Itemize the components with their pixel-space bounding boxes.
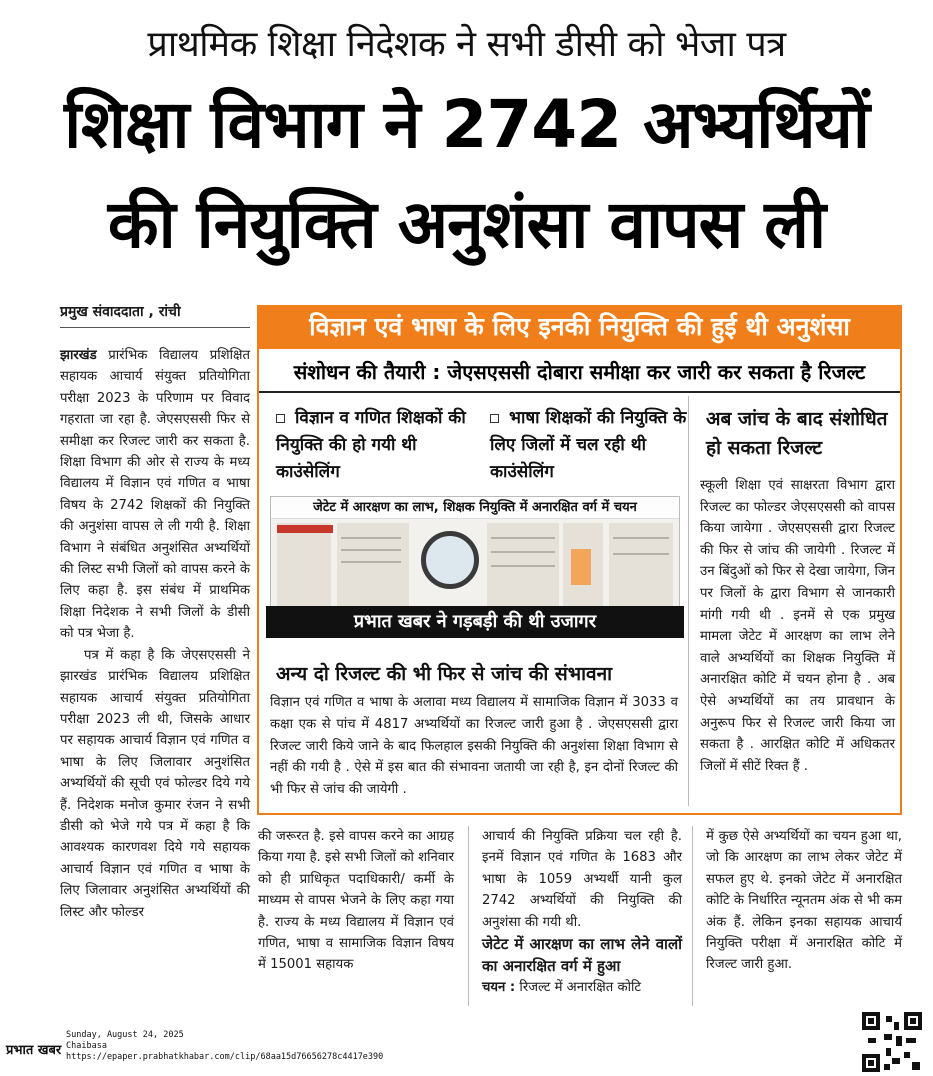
clip-headline: जेटेट में आरक्षण का लाभ, शिक्षक नियुक्ति में अनारक्षित वर्ग में चयन — [271, 497, 679, 519]
box-item-1 — [276, 405, 486, 486]
box-item-1-text: विज्ञान व गणित शिक्षकों की नियुक्ति की हो गयी थी काउंसेलिंग — [276, 408, 466, 482]
clip-red-label — [277, 525, 333, 533]
section-2-text: विज्ञान एवं गणित व भाषा के अलावा मध्य विद्यालय में सामाजिक विज्ञान में 3033 व कक्षा एक से पांच में 4817 अभ्यर्थियों का रिजल्ट जारी हुआ है . जेएसएससी द्वारा रिजल्ट जारी किये जाने के बाद फिलहाल इसकी नियुक्ति की अनुशंसा शिक्षा विभाग से नहीं की गयी है . ऐसे में इस बात की संभावना जतायी जा रही है, इन दोनों रिजल्ट की भी फिर से जांच की जायेगी . — [270, 695, 678, 798]
column-3-subhead-2: चयन : — [482, 980, 516, 996]
square-bullet-icon — [490, 414, 499, 423]
square-bullet-icon — [276, 414, 285, 423]
clip-photo — [571, 549, 591, 585]
clip-text-line — [341, 561, 401, 563]
clip-text-line — [491, 565, 555, 567]
left-para-1 — [60, 345, 250, 645]
right-section-text: स्कूली शिक्षा एवं साक्षरता विभाग द्वारा रिजल्ट का फोल्डर जेएसएससी को वापस किया जायेगा . जेएसएससी द्वारा रिजल्ट की फिर से जांच की जायेगी . रिजल्ट में उन बिंदुओं को फिर से देखा जायेगा, जिन पर जिलों के द्वारा विभाग से जानकारी मांगी गयी थी . इनमें से एक प्रमुख मामला जेटेट में आरक्षण का लाभ लेने वाले अभ्यर्थियों का शिक्षक नियुक्ति में अनारक्षित कोटि में चयन होना है . अब ऐसे अभ्यर्थियों का तय प्रावधान के अनुरूप फिर से रिजल्ट जारी किया जा सकता है . आरक्षित कोटि में अधिकतर जिलों में सीटें रिक्त हैं . — [700, 478, 895, 774]
magnifier-icon — [421, 531, 479, 589]
footer-date: Sunday, August 24, 2025 — [66, 1030, 184, 1040]
headline-line-1: शिक्षा विभाग ने 2742 अभ्यर्थियों — [64, 86, 869, 163]
box-item-2 — [490, 405, 700, 486]
left-para-1-text: प्रारंभिक विद्यालय प्रशिक्षित सहायक आचार्य संयुक्त प्रतियोगिता परीक्षा 2023 के परिणाम पर विवाद गहराता जा रहा है. जेएसएससी फिर से समीक्षा कर रिजल्ट जारी कर सकता है. शिक्षा विभाग की ओर से राज्य के मध्य विद्यालय में विज्ञान एवं गणित व भाषा विषय के 2742 शिक्षकों की नियुक्ति की अनुशंसा वापस ले ली गयी है. शिक्षा विभाग ने संबंधित अनुशंसित अभ्यर्थियों की लिस्ट सभी जिलों को वापस करने के लिए कहा है. इस संबंध में प्राथमिक शिक्षा निदेशक ने सभी जिलों के डीसी को पत्र भेजा है. — [60, 348, 250, 642]
box-divider — [688, 396, 689, 806]
footer-meta — [66, 1030, 383, 1063]
orange-title-bar: विज्ञान एवं भाषा के लिए इनकी नियुक्ति की हुई थी अनुशंसा — [257, 305, 902, 349]
clip-column — [609, 523, 673, 609]
clip-text-line — [613, 537, 669, 539]
prabhat-khabar-logo: प्रभात खबर — [6, 1043, 62, 1058]
column-divider — [468, 826, 469, 1006]
headline-line-2: की नियुक्ति अनुशंसा वापस ली — [107, 186, 826, 263]
clip-column — [337, 523, 409, 609]
right-section-title: अब जांच के बाद संशोधित हो सकता रिजल्ट — [706, 408, 888, 459]
clip-text-line — [341, 549, 401, 551]
kicker: प्राथमिक शिक्षा निदेशक ने सभी डीसी को भेजा पत्र — [147, 24, 786, 65]
clip-column — [277, 523, 331, 609]
column-3-subhead: जेटेट में आरक्षण का लाभ लेने वालों का अनारक्षित वर्ग में हुआ — [482, 935, 682, 976]
clip-text-line — [341, 537, 401, 539]
byline: प्रमुख संवाददाता , रांची — [60, 304, 181, 320]
sub-title-bar: संशोधन की तैयारी : जेएसएससी दोबारा समीक्षा कर जारी कर सकता है रिजल्ट — [259, 351, 900, 393]
left-para-2: पत्र में कहा है कि जेएसएससी ने झारखंड प्रारंभिक विद्यालय प्रशिक्षित सहायक आचार्य संयुक्त प्रतियोगिता परीक्षा 2023 ली थी, जिसके आधार पर सहायक आचार्य विज्ञान एवं गणित व भाषा के लिए जिलावार अनुशंसित अभ्यर्थियों की सूची एवं फोल्डर दिये गये हैं. निदेशक मनोज कुमार रंजन ने सभी डीसी को भेजे गये पत्र में कहा है कि आवश्यक कारणवश दिये गये सहायक आचार्य विज्ञान एवं गणित व भाषा के लिए जिलावार अनुशंसित अभ्यर्थियों की लिस्ट और फोल्डर — [60, 647, 250, 920]
qr-code-icon[interactable] — [862, 1012, 922, 1072]
bottom-column-2: की जरूरत है. इसे वापस करने का आग्रह किया गया है. इसे सभी जिलों को शनिवार को ही प्राधिकृत पदाधिकारी/ कर्मी के माध्यम से वापस भेजने के लिए कहा गया है. राज्य के मध्य विद्यालय में विज्ञान एवं गणित, भाषा व सामाजिक विज्ञान विषय में 15001 सहायक — [258, 829, 454, 973]
section-2-title: अन्य दो रिजल्ट की भी फिर से जांच की संभावना — [276, 663, 613, 685]
bottom-column-4: में कुछ ऐसे अभ्यर्थियों का चयन हुआ था, जो कि आरक्षण का लाभ लेकर जेटेट में सफल हुए थे. इनको जेटेट में अनारक्षित कोटि के निर्धारित न्यूनतम अंक से भी कम अंक हैं. लेकिन इनका सहायक आचार्य नियुक्ति परीक्षा में अनारक्षित कोटि में रिजल्ट जारी हुआ. — [706, 829, 902, 973]
bottom-column-3-text: आचार्य की नियुक्ति प्रक्रिया चल रही है. इनमें विज्ञान एवं गणित के 1683 और भाषा के 1059 अभ्यर्थी यानी कुल 2742 अभ्यर्थियों की नियुक्ति की अनुशंसा की गयी थी. — [482, 829, 682, 930]
clip-text-line — [491, 537, 555, 539]
left-column — [60, 345, 250, 923]
bottom-column-3 — [482, 826, 682, 998]
footer-url[interactable]: https://epaper.prabhatkhabar.com/clip/68aa15d76656278c4417e390 — [66, 1052, 384, 1062]
clip-text-line — [613, 553, 669, 555]
dateline: झारखंड — [60, 348, 97, 363]
column-3-tail: रिजल्ट में अनारक्षित कोटि — [519, 980, 642, 996]
column-divider — [692, 826, 693, 1006]
box-item-2-text: भाषा शिक्षकों की नियुक्ति के लिए जिलों में चल रही थी काउंसेलिंग — [490, 408, 687, 482]
footer-edition: Chaibasa — [66, 1041, 107, 1051]
clipping-image — [270, 496, 680, 614]
byline-rule — [60, 327, 250, 328]
clip-caption: प्रभात खबर ने गड़बड़ी की थी उजागर — [266, 606, 684, 638]
clip-text-line — [491, 551, 555, 553]
